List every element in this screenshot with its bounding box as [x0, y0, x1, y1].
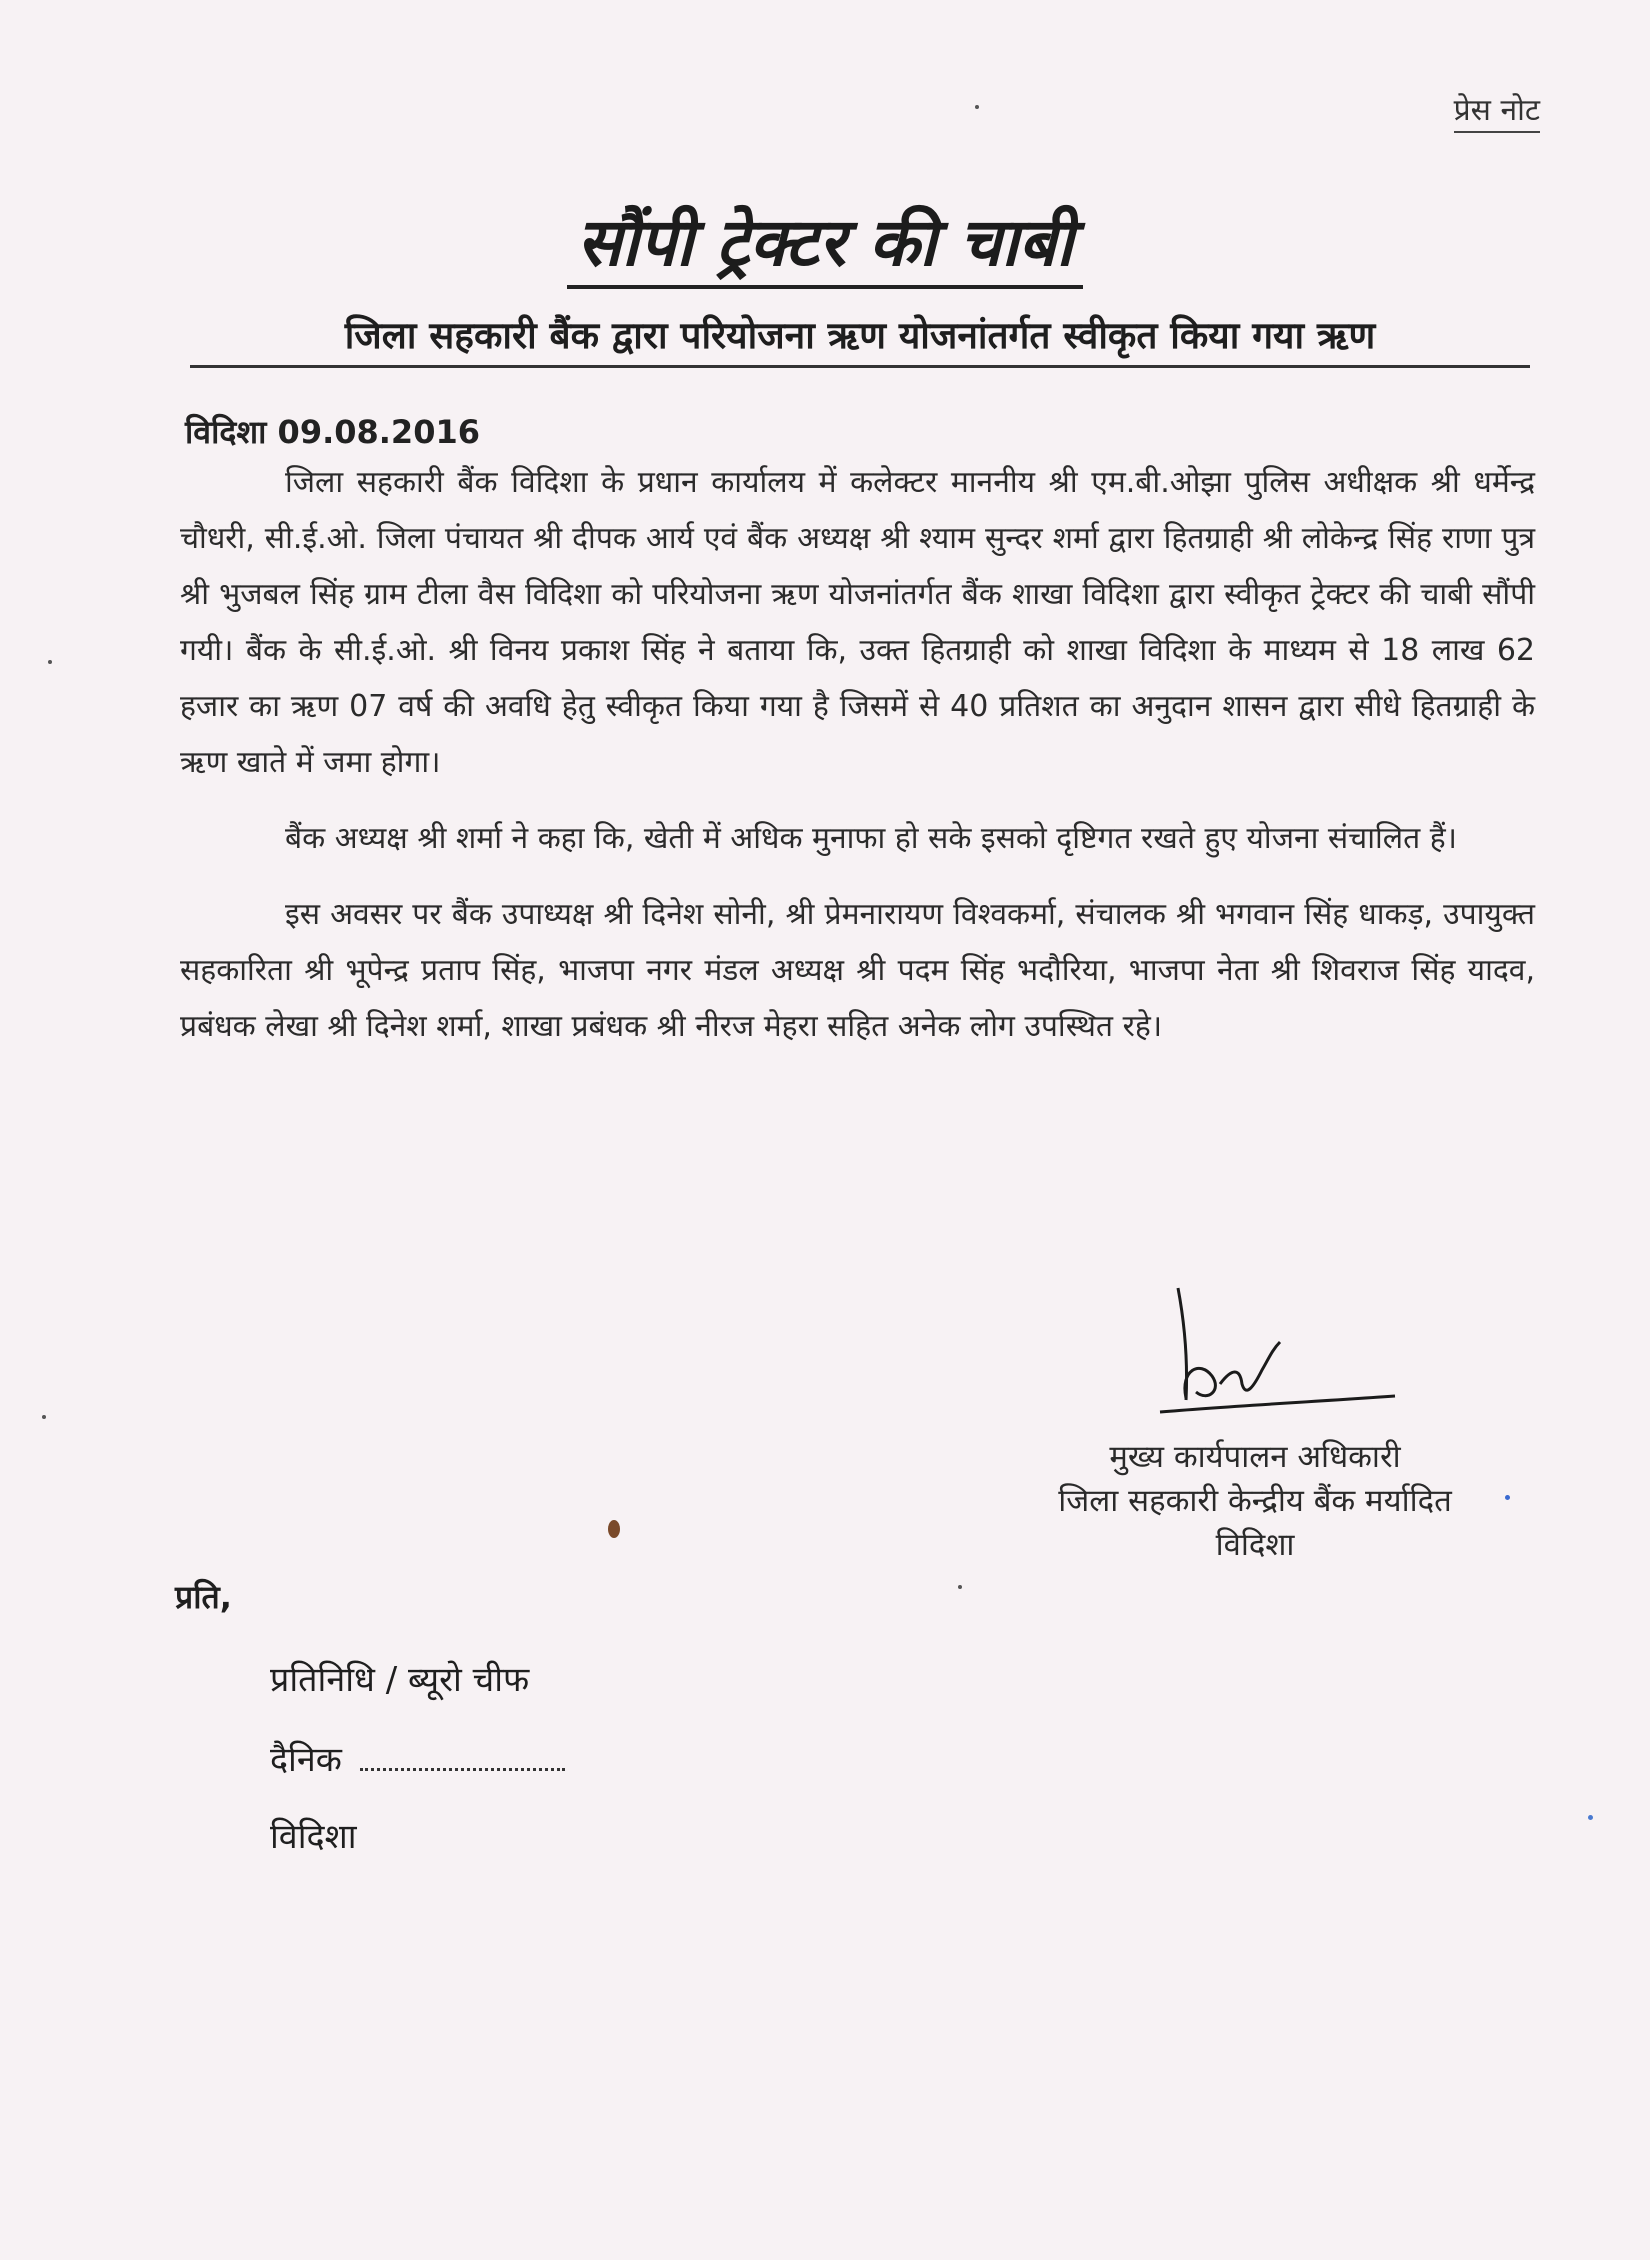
dateline: विदिशा 09.08.2016	[185, 413, 480, 451]
ink-speck	[958, 1585, 962, 1589]
handwritten-signature	[1150, 1280, 1400, 1420]
document-subtitle: जिला सहकारी बैंक द्वारा परियोजना ऋण योजनांतर्गत स्वीकृत किया गया ऋण	[190, 308, 1530, 368]
ink-speck	[1588, 1815, 1593, 1820]
to-label: प्रति,	[175, 1578, 232, 1616]
signatory-place: विदिशा	[1215, 1527, 1295, 1563]
signatory-block	[1000, 1435, 1510, 1567]
recipient-line-2	[270, 1735, 565, 1781]
signatory-designation: मुख्य कार्यपालन अधिकारी	[1109, 1439, 1401, 1475]
recipient-line-1: प्रतिनिधि / ब्यूरो चीफ	[270, 1660, 530, 1700]
paragraph-1: जिला सहकारी बैंक विदिशा के प्रधान कार्यालय में कलेक्टर माननीय श्री एम.बी.ओझा पुलिस अधीक्षक श्री धर्मेन्द्र चौधरी, सी.ई.ओ. जिला पंचायत श्री दीपक आर्य एवं बैंक अध्यक्ष श्री श्याम सुन्दर शर्मा द्वारा हितग्राही श्री लोकेन्द्र सिंह राणा पुत्र श्री भुजबल सिंह ग्राम टीला वैस विदिशा को परियोजना ऋण योजनांतर्गत बैंक शाखा विदिशा द्वारा स्वीकृत ट्रेक्टर की चाबी सौंपी गयी। बैंक के सी.ई.ओ. श्री विनय प्रकाश सिंह ने बताया कि, उक्त हितग्राही को शाखा विदिशा के माध्यम से 18 लाख 62 हजार का ऋण 07 वर्ष की अवधि हेतु स्वीकृत किया गया है जिसमें से 40 प्रतिशत का अनुदान शासन द्वारा सीधे हितग्राही के ऋण खाते में जमा होगा।	[180, 465, 1535, 780]
blank-dotted-line	[360, 1748, 565, 1771]
ink-speck	[975, 105, 979, 109]
document-title	[0, 195, 1650, 285]
recipient-line-2-text: दैनिक	[270, 1740, 342, 1780]
ink-speck	[42, 1415, 46, 1419]
body-text	[180, 455, 1535, 1075]
ink-speck	[608, 1520, 620, 1538]
press-note-label: प्रेस नोट	[1454, 88, 1540, 133]
recipient-line-3: विदिशा	[270, 1817, 357, 1857]
paragraph-2: बैंक अध्यक्ष श्री शर्मा ने कहा कि, खेती में अधिक मुनाफा हो सके इसको दृष्टिगत रखते हुए योजना संचालित हैं।	[285, 821, 1458, 856]
ink-speck	[1505, 1495, 1510, 1500]
paragraph-3: इस अवसर पर बैंक उपाध्यक्ष श्री दिनेश सोनी, श्री प्रेमनारायण विश्वकर्मा, संचालक श्री भगवान सिंह धाकड़, उपायुक्त सहकारिता श्री भूपेन्द्र प्रताप सिंह, भाजपा नगर मंडल अध्यक्ष श्री पदम सिंह भदौरिया, भाजपा नेता श्री शिवराज सिंह यादव, प्रबंधक लेखा श्री दिनेश शर्मा, शाखा प्रबंधक श्री नीरज मेहरा सहित अनेक लोग उपस्थित रहे।	[180, 897, 1535, 1044]
signatory-organization: जिला सहकारी केन्द्रीय बैंक मर्यादित	[1058, 1483, 1452, 1519]
ink-speck	[48, 660, 52, 664]
document-title-text: सौंपी ट्रेक्टर की चाबी	[567, 204, 1083, 289]
